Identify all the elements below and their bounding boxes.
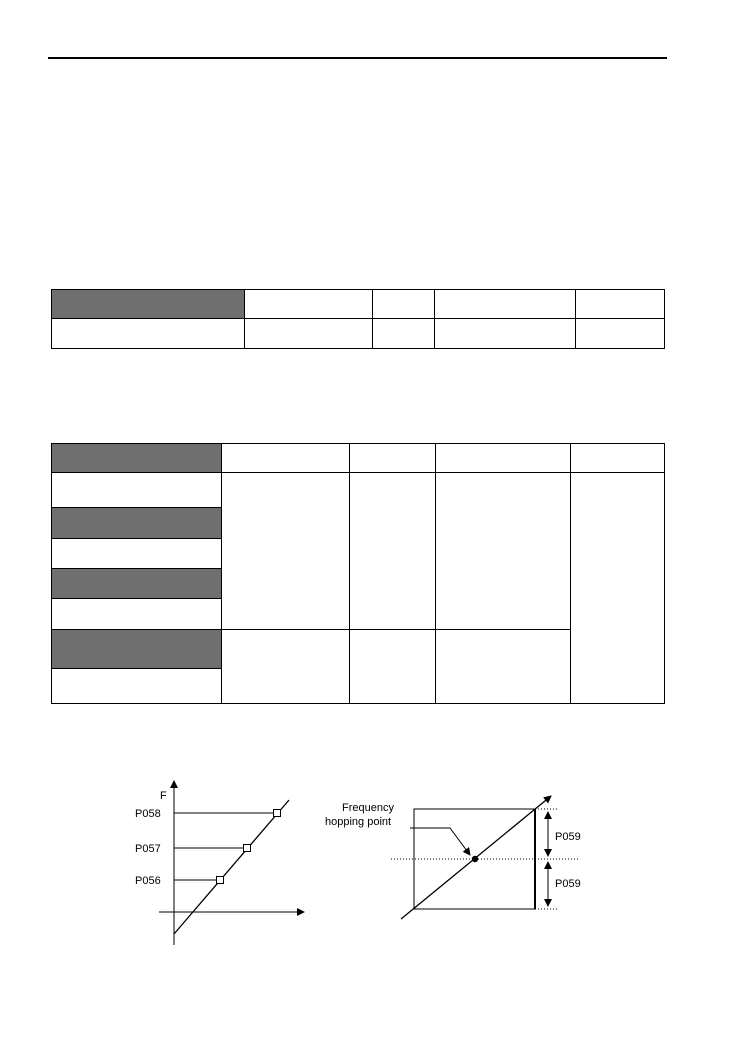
label-p056: P056 bbox=[135, 875, 161, 887]
axis-label-f: F bbox=[160, 790, 167, 802]
label-p058: P058 bbox=[135, 808, 161, 820]
callout-hopping-point: hopping point bbox=[325, 816, 392, 828]
callout-leader bbox=[410, 828, 470, 855]
label-p059-lower: P059 bbox=[555, 878, 581, 890]
callout-frequency: Frequency bbox=[342, 802, 394, 814]
hopping-point bbox=[472, 856, 478, 862]
label-p057: P057 bbox=[135, 843, 161, 855]
label-p059-upper: P059 bbox=[555, 831, 581, 843]
